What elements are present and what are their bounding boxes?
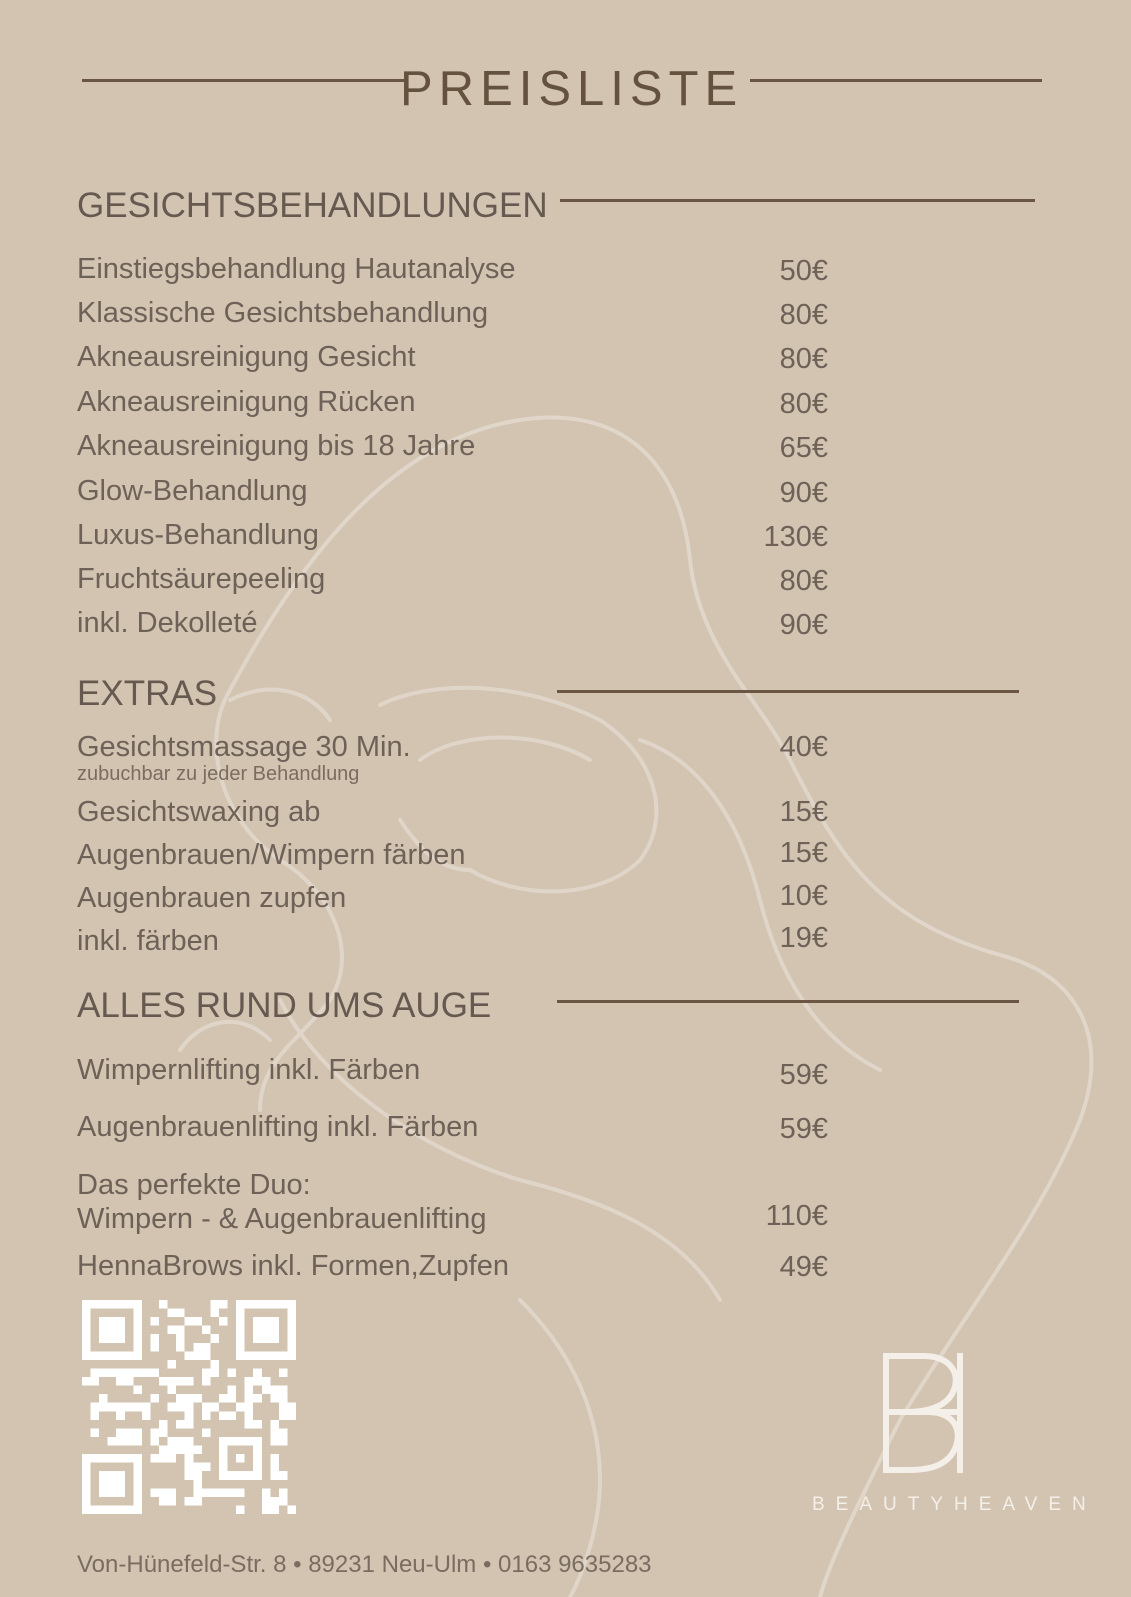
price-item-name: Akneausreinigung Gesicht [77,341,416,373]
price-item-value: 15€ [779,837,828,869]
price-item-name: Das perfekte Duo: [77,1169,311,1201]
price-item-value: 65€ [779,432,828,464]
section-title-alles-rund-ums-auge: ALLES RUND UMS AUGE [77,986,492,1025]
beautyheaven-wordmark: BEAUTYHEAVEN [812,1494,1097,1515]
price-item-name: Akneausreinigung bis 18 Jahre [77,430,476,462]
price-item-value: 40€ [779,731,828,763]
price-item-value: 90€ [779,477,828,509]
page-title: PREISLISTE [400,62,744,116]
price-item-value: 15€ [779,796,828,828]
price-item-name: Gesichtsmassage 30 Min. [77,731,411,763]
price-item-name: Glow-Behandlung [77,475,308,507]
price-item-value: 49€ [779,1251,828,1283]
price-item-name: HennaBrows inkl. Formen,Zupfen [77,1250,509,1282]
section-rule-extras [557,690,1019,693]
price-item-name: Fruchtsäurepeeling [77,563,326,595]
title-rule-right [750,79,1042,82]
price-item-value: 10€ [779,880,828,912]
price-item-value: 19€ [779,922,828,954]
price-item-name: Akneausreinigung Rücken [77,386,416,418]
price-item-name: Einstiegsbehandlung Hautanalyse [77,253,516,285]
section-title-gesichtsbehandlungen: GESICHTSBEHANDLUNGEN [77,186,548,225]
price-item-value: 80€ [779,299,828,331]
price-item-name: Wimpernlifting inkl. Färben [77,1054,421,1086]
price-item-note: zubuchbar zu jeder Behandlung [77,763,360,785]
section-title-extras: EXTRAS [77,674,218,713]
price-item-value: 59€ [779,1059,828,1091]
price-item-value: 80€ [779,388,828,420]
qr-code[interactable] [82,1300,296,1514]
price-item-name: Luxus-Behandlung [77,519,319,551]
price-item-name: Augenbrauen/Wimpern färben [77,839,466,871]
price-item-value: 130€ [763,521,828,553]
price-item-value: 80€ [779,565,828,597]
footer-address: Von-Hünefeld-Str. 8 • 89231 Neu-Ulm • 0163 9635283 [77,1551,652,1578]
price-item-value: 90€ [779,609,828,641]
price-item-name: Klassische Gesichtsbehandlung [77,297,489,329]
title-rule-left [82,79,404,82]
section-rule-gesichtsbehandlungen [560,199,1035,202]
price-item-name: inkl. färben [77,925,219,957]
section-rule-alles-rund-ums-auge [557,1000,1019,1003]
price-item-name: Gesichtswaxing ab [77,796,321,828]
price-item-value: 59€ [779,1113,828,1145]
price-item-name: inkl. Dekolleté [77,607,258,639]
price-item-value: 80€ [779,343,828,375]
price-item-name-line2: Wimpern - & Augenbrauenlifting [77,1203,487,1235]
price-item-value: 110€ [765,1200,828,1232]
price-item-name: Augenbrauen zupfen [77,882,347,914]
price-item-name: Augenbrauenlifting inkl. Färben [77,1111,479,1143]
price-item-value: 50€ [779,255,828,287]
